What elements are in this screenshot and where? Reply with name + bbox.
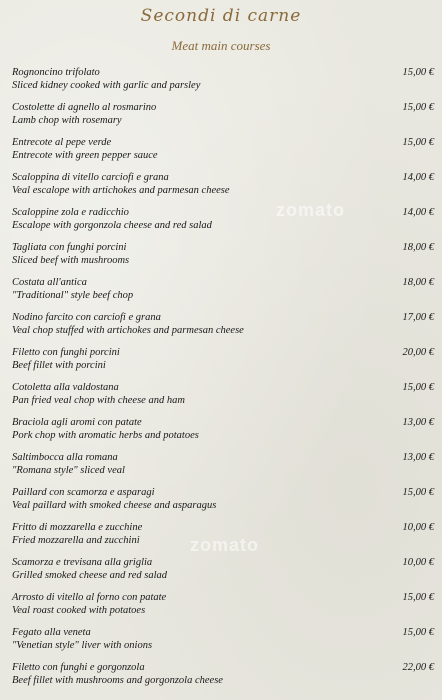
- dish-name: Scaloppine zola e radicchio: [12, 207, 129, 218]
- dish-name: Arrosto di vitello al forno con patate: [12, 592, 167, 603]
- dish-name: Costata all'antica: [12, 277, 87, 288]
- dish-name: Fritto di mozzarella e zucchine: [12, 522, 143, 533]
- dish-name: Filetto con funghi porcini: [12, 347, 120, 358]
- menu-item: [12, 661, 434, 696]
- dish-price: 18,00 €: [402, 277, 434, 288]
- menu-item: [12, 591, 434, 626]
- dish-description: Sliced beef with mushrooms: [12, 255, 130, 266]
- dish-description: Entrecote with green pepper sauce: [12, 150, 158, 161]
- dish-description: Sliced kidney cooked with garlic and parsley: [12, 80, 201, 91]
- dish-price: 13,00 €: [402, 417, 434, 428]
- dish-name: Cotoletta alla valdostana: [12, 382, 119, 393]
- dish-description: Veal escalope with artichokes and parmesan cheese: [12, 185, 230, 196]
- menu-item: [12, 451, 434, 486]
- menu-list: [12, 66, 434, 696]
- dish-description: Beef fillet with mushrooms and gorgonzola cheese: [12, 675, 223, 686]
- dish-name: Fegato alla veneta: [12, 627, 91, 638]
- dish-description: Grilled smoked cheese and red salad: [12, 570, 168, 581]
- dish-description: "Romana style" sliced veal: [12, 465, 125, 476]
- menu-item: [12, 346, 434, 381]
- dish-description: Veal paillard with smoked cheese and asparagus: [12, 500, 217, 511]
- dish-name: Costolette di agnello al rosmarino: [12, 102, 157, 113]
- menu-item: [12, 311, 434, 346]
- dish-description: Veal chop stuffed with artichokes and parmesan cheese: [12, 325, 244, 336]
- dish-price: 15,00 €: [402, 102, 434, 113]
- dish-price: 15,00 €: [402, 67, 434, 78]
- menu-item: [12, 486, 434, 521]
- dish-description: "Traditional" style beef chop: [12, 290, 134, 301]
- watermark: zomato: [276, 200, 345, 220]
- dish-description: Beef fillet with porcini: [12, 360, 106, 371]
- menu-item: [12, 206, 434, 241]
- dish-name: Filetto con funghi e gorgonzola: [12, 662, 145, 673]
- dish-price: 15,00 €: [402, 487, 434, 498]
- menu-item: [12, 171, 434, 206]
- dish-name: Saltimbocca alla romana: [12, 452, 118, 463]
- dish-name: Paillard con scamorza e asparagi: [12, 487, 155, 498]
- dish-name: Nodino farcito con carciofi e grana: [12, 312, 161, 323]
- dish-price: 22,00 €: [402, 662, 434, 673]
- dish-name: Tagliata con funghi porcini: [12, 242, 127, 253]
- menu-item: [12, 381, 434, 416]
- dish-price: 14,00 €: [402, 172, 434, 183]
- dish-name: Braciola agli aromi con patate: [12, 417, 142, 428]
- dish-description: Escalope with gorgonzola cheese and red salad: [12, 220, 212, 231]
- dish-name: Scamorza e trevisana alla griglia: [12, 557, 153, 568]
- dish-name: Rognoncino trifolato: [12, 67, 100, 78]
- dish-price: 17,00 €: [402, 312, 434, 323]
- dish-price: 15,00 €: [402, 627, 434, 638]
- dish-price: 13,00 €: [402, 452, 434, 463]
- menu-item: [12, 276, 434, 311]
- dish-price: 10,00 €: [402, 557, 434, 568]
- dish-description: Lamb chop with rosemary: [12, 115, 122, 126]
- dish-name: Scaloppina di vitello carciofi e grana: [12, 172, 169, 183]
- dish-price: 15,00 €: [402, 382, 434, 393]
- menu-item: [12, 241, 434, 276]
- dish-description: Pork chop with aromatic herbs and potatoes: [12, 430, 199, 441]
- page-subtitle: Meat main courses: [171, 38, 271, 53]
- dish-name: Entrecote al pepe verde: [12, 137, 112, 148]
- dish-price: 14,00 €: [402, 207, 434, 218]
- menu-item: [12, 136, 434, 171]
- menu-item: [12, 626, 434, 661]
- dish-price: 18,00 €: [402, 242, 434, 253]
- dish-price: 15,00 €: [402, 137, 434, 148]
- menu-item: [12, 521, 434, 556]
- dish-description: Fried mozzarella and zucchini: [12, 535, 140, 546]
- dish-description: Veal roast cooked with potatoes: [12, 605, 146, 616]
- dish-description: Pan fried veal chop with cheese and ham: [12, 395, 185, 406]
- page-title: Secondi di carne: [140, 6, 302, 26]
- dish-price: 15,00 €: [402, 592, 434, 603]
- menu-item: [12, 101, 434, 136]
- menu-item: [12, 556, 434, 591]
- dish-price: 10,00 €: [402, 522, 434, 533]
- menu-item: [12, 66, 434, 101]
- watermark: zomato: [190, 535, 259, 555]
- dish-description: "Venetian style" liver with onions: [12, 640, 153, 651]
- dish-price: 20,00 €: [402, 347, 434, 358]
- menu-item: [12, 416, 434, 451]
